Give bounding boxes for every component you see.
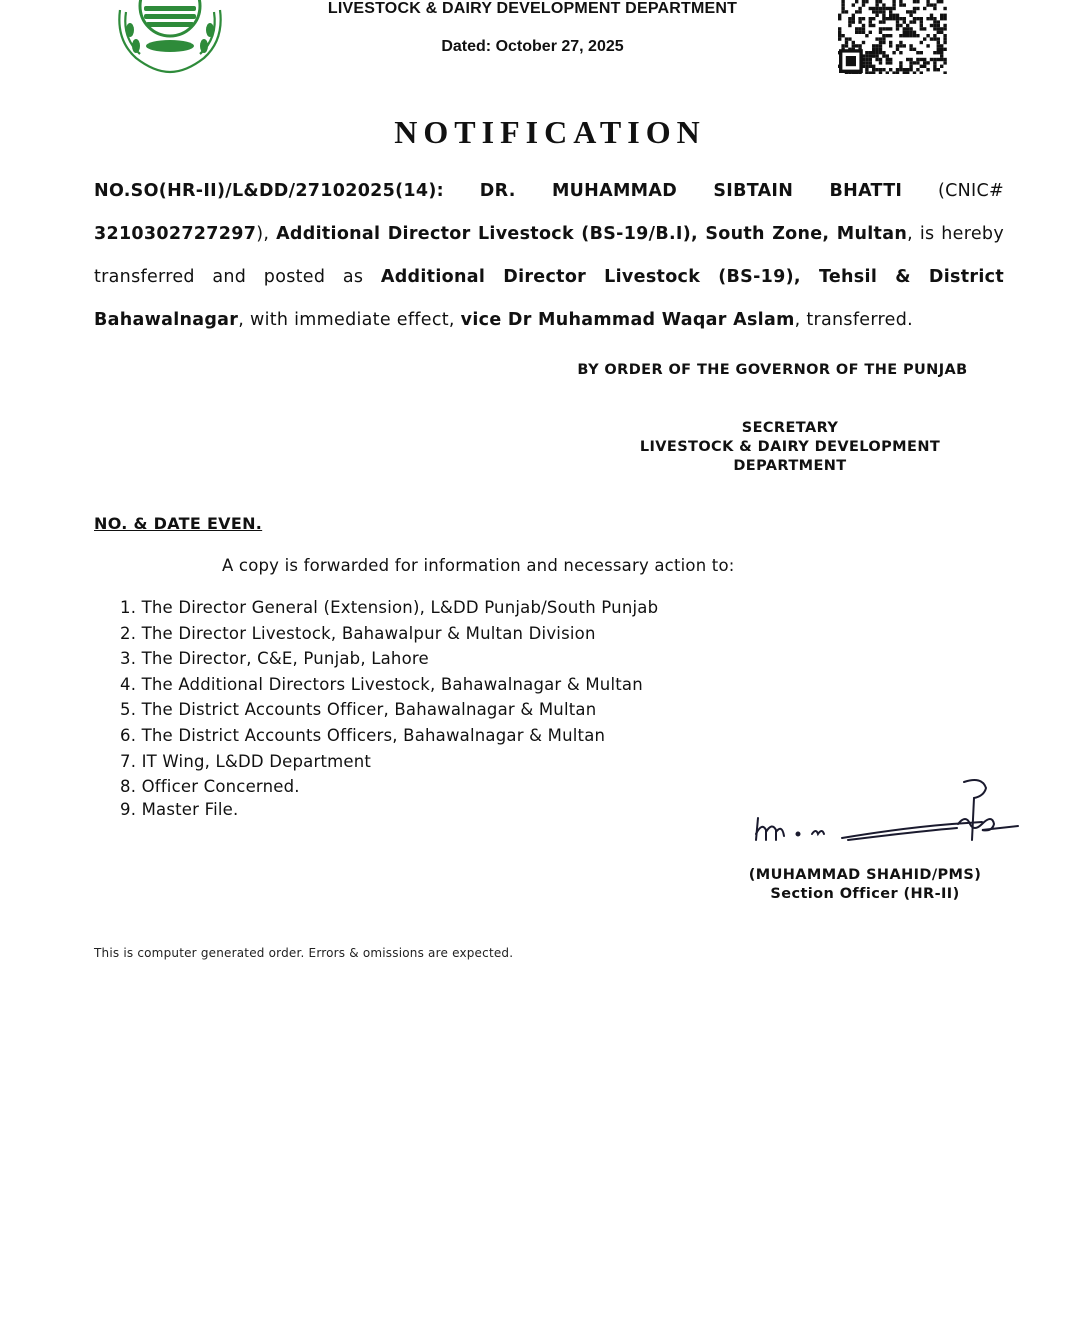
list-item: 1. The Director General (Extension), L&DD Punjab/South Punjab [120, 598, 659, 617]
list-item: 7. IT Wing, L&DD Department [120, 751, 372, 771]
cnic-number: 3210302727297 [94, 224, 257, 244]
reference-number: NO.SO(HR-II)/L&DD/27102025(14): [94, 181, 444, 201]
list-item: 9. Master File. [120, 799, 239, 819]
signatory-name: (MUHAMMAD SHAHID/PMS) [748, 867, 982, 883]
order-line: BY ORDER OF THE GOVERNOR OF THE PUNJAB [577, 362, 968, 378]
list-item: 8. Officer Concerned. [120, 777, 300, 797]
signatory-designation: Section Officer (HR-II) [770, 886, 960, 902]
body-text-2: , with immediate effect, [238, 310, 455, 330]
list-item: 4. The Additional Directors Livestock, Bahawalnagar & Multan [120, 674, 643, 694]
list-item: 3. The Director, C&E, Punjab, Lahore [120, 649, 429, 669]
copy-intro: A copy is forwarded for information and necessary action to: [222, 556, 735, 575]
list-item: 6. The District Accounts Officers, Bahawalnagar & Multan [120, 725, 606, 745]
list-item: 2. The Director Livestock, Bahawalpur & Multan Division [120, 623, 596, 643]
notification-body [94, 170, 1004, 342]
officer-name: DR. MUHAMMAD SIBTAIN BHATTI [479, 181, 903, 201]
secretary-block [600, 419, 980, 476]
punjab-emblem-logo [106, 0, 234, 74]
list-item: 5. The District Accounts Officer, Bahawalnagar & Multan [120, 700, 597, 720]
body-text-3: , transferred. [794, 310, 914, 330]
cnic-close: ), [256, 224, 270, 244]
recipient-list [120, 597, 658, 824]
department-header: LIVESTOCK & DAIRY DEVELOPMENT DEPARTMENT [327, 0, 738, 17]
new-post: Additional Director Livestock (BS-19), Tehsil & District Bahawalnagar [94, 267, 1004, 330]
secretary-dept-line-2: DEPARTMENT [733, 458, 847, 474]
footer-note: This is computer generated order. Errors & omissions are expected. [94, 946, 514, 960]
dated-line: Dated: October 27, 2025 [441, 38, 624, 55]
signature-image [752, 778, 1022, 850]
secretary-dept-line: LIVESTOCK & DAIRY DEVELOPMENT [639, 439, 941, 455]
copy-heading: NO. & DATE EVEN. [94, 514, 263, 533]
current-post: Additional Director Livestock (BS-19/B.I), South Zone, Multan [276, 224, 908, 244]
cnic-label: (CNIC# [902, 181, 1004, 201]
body-text-1: , is hereby transferred and posted as [94, 224, 1004, 287]
signatory-block [730, 866, 1000, 904]
secretary-title: SECRETARY [741, 420, 839, 436]
page-title: NOTIFICATION [394, 114, 706, 150]
vice-officer: vice Dr Muhammad Waqar Aslam [460, 310, 795, 330]
qr-code-icon [838, 0, 950, 74]
